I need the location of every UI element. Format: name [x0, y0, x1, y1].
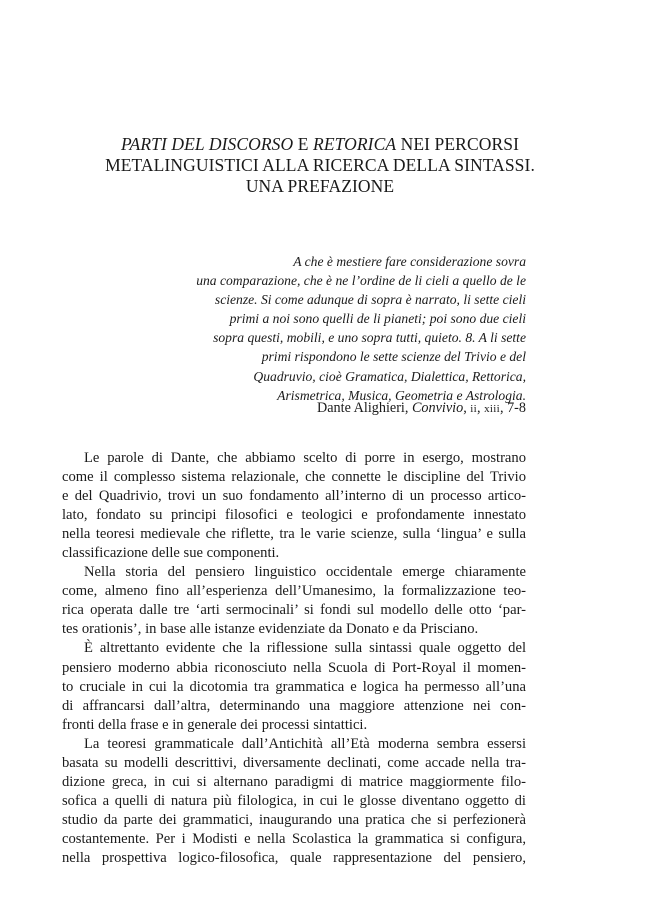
- chapter-title: [70, 134, 570, 197]
- paragraph-line: dizione greca, in cui si alternano paradigmi di matrice maggiormente filo-: [62, 773, 526, 790]
- epigraph-attribution: [317, 399, 526, 418]
- paragraph-line: classificazione delle sue componenti.: [62, 545, 280, 562]
- epigraph-line: primi a noi sono quelli de li pianeti; poi sono due cieli: [229, 311, 526, 327]
- attribution-separator: ,: [463, 400, 471, 416]
- paragraph-line: nella teoresi medievale che riflette, tra le varie scienze, sulla ‘lingua’ e sulla: [62, 526, 526, 543]
- title-line-2: METALINGUISTICI ALLA RICERCA DELLA SINTASSI.: [105, 155, 535, 175]
- paragraph-line: to cruciale in cui la dicotomia tra grammatica e logica ha permesso all’una: [62, 678, 526, 695]
- attribution-separator: ,: [477, 400, 485, 416]
- epigraph-line: Arismetrica, Musica, Geometria e Astrologia.: [277, 387, 526, 403]
- paragraph-line: fronti della frase e in generale dei processi sintattici.: [62, 716, 368, 733]
- title-line-1: [70, 134, 570, 155]
- epigraph-line: primi rispondono le sette scienze del Trivio e del: [261, 349, 526, 365]
- epigraph-line: scienze. Si come adunque di sopra è narrato, li sette cieli: [214, 292, 526, 308]
- paragraph-line: e del Quadrivio, trovi un suo fondamento all’interno di un processo artico-: [62, 488, 526, 505]
- paragraph-line: È altrettanto evidente che la riflessione sulla sintassi quale oggetto del: [84, 640, 526, 657]
- title-line-1-end: NEI PERCORSI: [396, 134, 519, 154]
- title-italic-retorica: RETORICA: [313, 134, 397, 154]
- paragraph-line: di affrancarsi dall’altra, determinando una maggiore attenzione nei con-: [62, 697, 526, 714]
- paragraph-line: basata su modelli descrittivi, diversamente declinati, come accade nella tra-: [62, 754, 526, 771]
- attribution-verses: , 7-8: [499, 400, 526, 416]
- attribution-chapter: xiii: [484, 403, 500, 415]
- paragraph-line: costantemente. Per i Modisti e nella Scolastica la grammatica si configura,: [62, 830, 526, 847]
- attribution-book: ii: [470, 403, 478, 415]
- paragraph-line: rica operata dalle tre ‘arti sermocinali’ si fondi sul modello delle otto ‘par-: [62, 602, 526, 619]
- paragraph-line: nella prospettiva logico-filosofica, quale rappresentazione del pensiero,: [62, 849, 526, 866]
- paragraph-line: come il complesso sistema relazionale, che connette le discipline del Trivio: [62, 469, 526, 486]
- epigraph-line: A che è mestiere fare considerazione sovra: [293, 254, 526, 269]
- paragraph-line: sofica a quelli di natura più filologica, in cui le glosse diventano oggetto di: [62, 792, 526, 809]
- epigraph-line: sopra questi, mobili, e uno sopra tutti, quieto. 8. A li sette: [213, 330, 526, 346]
- title-italic-parti: PARTI DEL DISCORSO: [121, 134, 294, 154]
- paragraph-line: tes orationis’, in base alle istanze evidenziate da Donato e da Prisciano.: [62, 621, 479, 638]
- title-conjunction: E: [293, 134, 314, 154]
- body-text: [62, 449, 526, 868]
- title-line-3: UNA PREFAZIONE: [245, 176, 395, 196]
- paragraph-line: come, almeno fino all’esperienza dell’Umanesimo, la formalizzazione teo-: [62, 583, 526, 600]
- attribution-author: Dante Alighieri,: [317, 400, 412, 416]
- paragraph-line: La teoresi grammaticale dall’Antichità all’Età moderna sembra essersi: [84, 735, 526, 752]
- paragraph-line: studio da parte dei grammatici, inaugurando una pratica che si perfezionerà: [62, 811, 526, 828]
- epigraph-line: Quadruvio, cioè Gramatica, Dialettica, Rettorica,: [253, 368, 526, 384]
- paragraph-line: lato, fondato su principi filosofici e teologici e profondamente innestato: [62, 507, 526, 524]
- epigraph: [166, 252, 526, 405]
- attribution-work: Convivio: [411, 400, 464, 416]
- epigraph-line: una comparazione, che è ne l’ordine de li cieli a quello de le: [196, 273, 526, 289]
- paragraph-line: Nella storia del pensiero linguistico occidentale emerge chiaramente: [84, 564, 526, 581]
- paragraph-line: pensiero moderno abbia riconosciuto nella Scuola di Port-Royal il momen-: [62, 659, 526, 676]
- paragraph-line: Le parole di Dante, che abbiamo scelto di porre in esergo, mostrano: [84, 450, 526, 466]
